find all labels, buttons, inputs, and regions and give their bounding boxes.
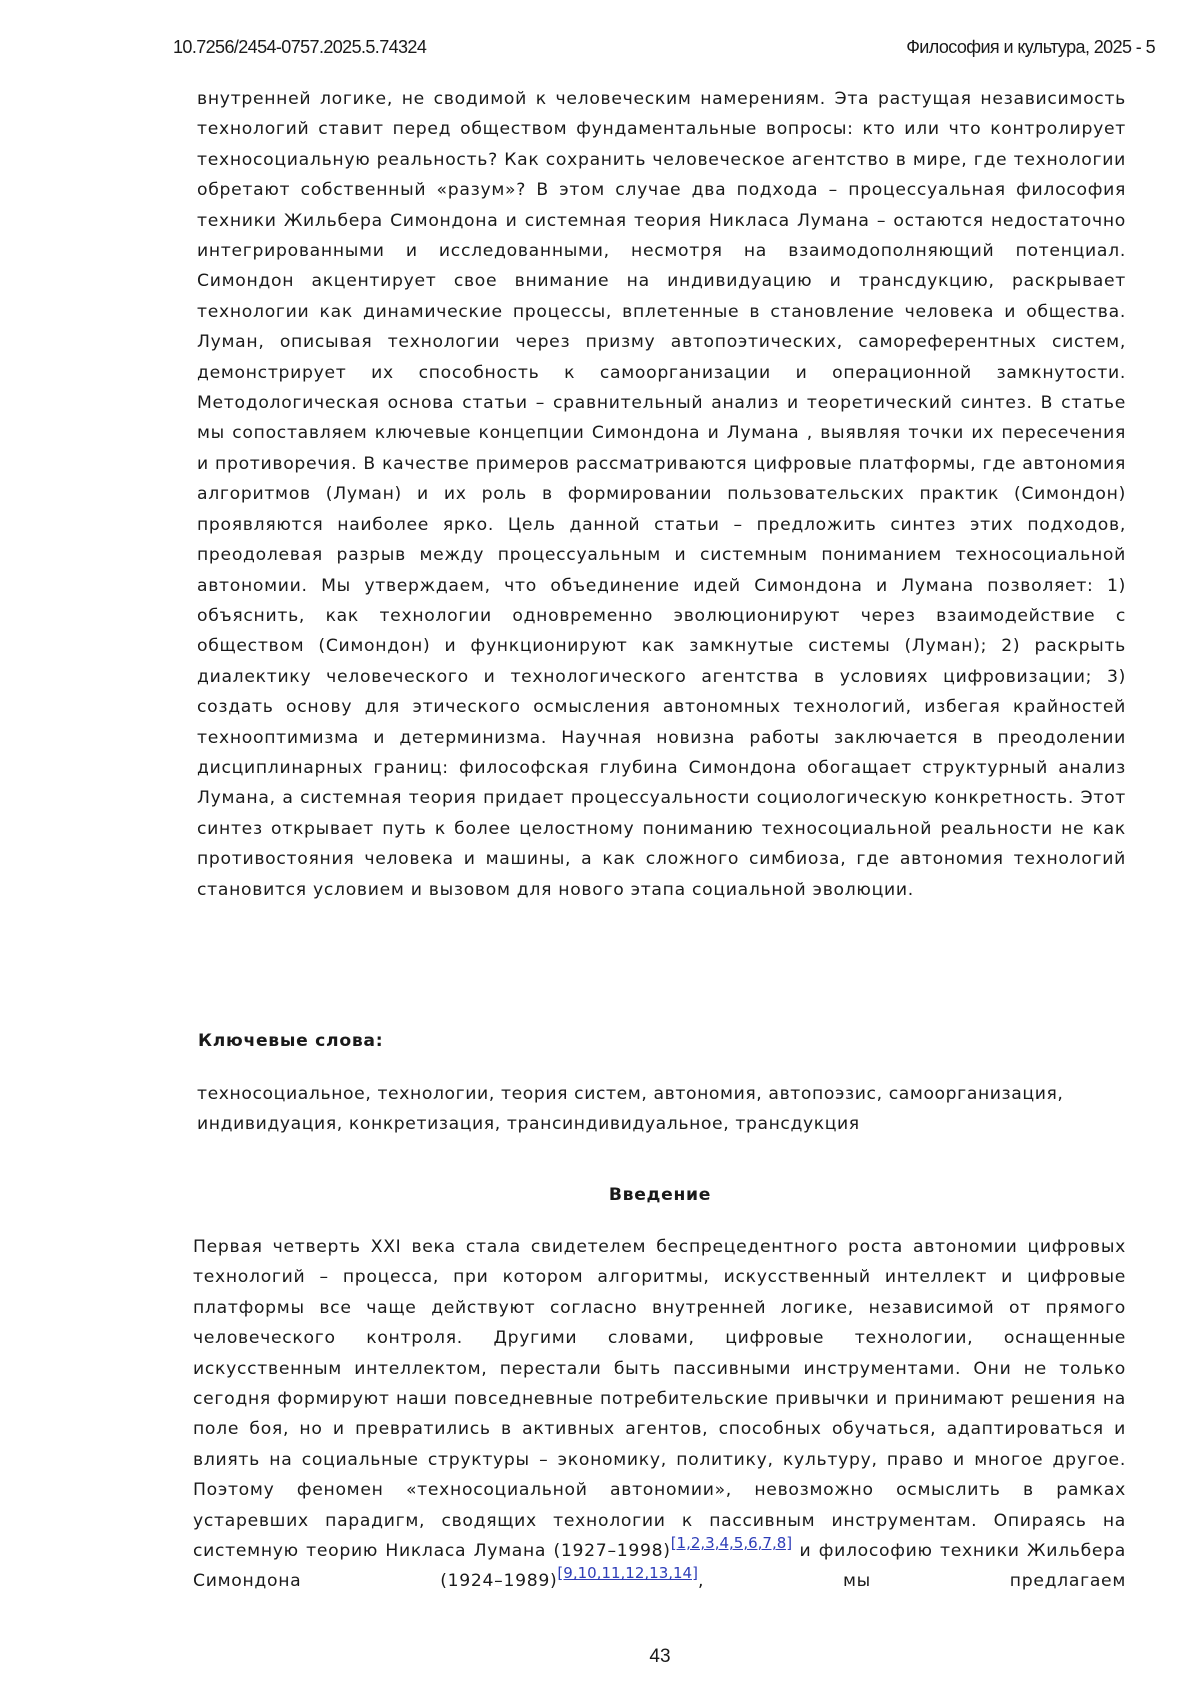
introduction-paragraph: [193, 1232, 1126, 1597]
keywords-list: техносоциальное, технологии, теория систем, автономия, автопоэзис, самоорганизация, индивидуация, конкретизация, трансиндивидуальное, трансдукция: [197, 1079, 1126, 1140]
introduction-text-main: Первая четверть XXI века стала свидетелем беспрецедентного роста автономии цифровых технологий – процесса, при котором алгоритмы, искусственный интеллект и цифровые платформы все чаще действуют согласно внутренней логике, независимой от прямого человеческого контроля. Другими словами, цифровые технологии, оснащенные искусственным интеллектом, перестали быть пассивными инструментами. Они не только сегодня формируют наши повседневные потребительские привычки и принимают решения на поле боя, но и превратились в активных агентов, способных обучаться, адаптироваться и влиять на социальные структуры – экономику, политику, культуру, право и многое другое. Поэтому феномен «техносоциальной автономии», невозможно осмыслить в рамках устаревших парадигм, сводящих технологии к пассивным инструментам. Опираясь на системную теорию Никласа Лумана (1927–1998): [193, 1237, 1126, 1561]
citation-link-simondon[interactable]: [9,10,11,12,13,14]: [557, 1564, 698, 1582]
introduction-heading: Введение: [0, 1185, 1200, 1205]
journal-label: Философия и культура, 2025 - 5: [906, 37, 1155, 58]
doi-label: 10.7256/2454-0757.2025.5.74324: [173, 37, 426, 58]
introduction-text-mid: и философию техники Жильбера Симондона (1924–1989): [193, 1541, 1126, 1591]
page-number: 43: [0, 1646, 1200, 1668]
keywords-heading: Ключевые слова:: [198, 1031, 383, 1051]
page-header: [173, 37, 1155, 61]
abstract-paragraph: внутренней логике, не сводимой к человеческим намерениям. Эта растущая независимость технологий ставит перед обществом фундаментальные вопросы: кто или что контролирует техносоциальную реальность? Как сохранить человеческое агентство в мире, где технологии обретают собственный «разум»? В этом случае два подхода – процессуальная философия техники Жильбера Симондона и системная теория Никласа Лумана – остаются недостаточно интегрированными и исследованными, несмотря на взаимодополняющий потенциал. Симондон акцентирует свое внимание на индивидуацию и трансдукцию, раскрывает технологии как динамические процессы, вплетенные в становление человека и общества. Луман, описывая технологии через призму автопоэтических, самореферентных систем, демонстрирует их способность к самоорганизации и операционной замкнутости. Методологическая основа статьи – сравнительный анализ и теоретический синтез. В статье мы сопоставляем ключевые концепции Симондона и Лумана , выявляя точки их пересечения и противоречия. В качестве примеров рассматриваются цифровые платформы, где автономия алгоритмов (Луман) и их роль в формировании пользовательских практик (Симондон) проявляются наиболее ярко. Цель данной статьи – предложить синтез этих подходов, преодолевая разрыв между процессуальным и системным пониманием техносоциальной автономии. Мы утверждаем, что объединение идей Симондона и Лумана позволяет: 1) объяснить, как технологии одновременно эволюционируют через взаимодействие с обществом (Симондон) и функционируют как замкнутые системы (Луман); 2) раскрыть диалектику человеческого и технологического агентства в условиях цифровизации; 3) создать основу для этического осмысления автономных технологий, избегая крайностей технооптимизма и детерминизма. Научная новизна работы заключается в преодолении дисциплинарных границ: философская глубина Симондона обогащает структурный анализ Лумана, а системная теория придает процессуальности социологическую конкретность. Этот синтез открывает путь к более целостному пониманию техносоциальной реальности не как противостояния человека и машины, а как сложного симбиоза, где автономия технологий становится условием и вызовом для нового этапа социальной эволюции.: [197, 84, 1126, 905]
citation-link-luhmann[interactable]: [1,2,3,4,5,6,7,8]: [671, 1534, 792, 1552]
introduction-text-end: , мы предлагаем: [698, 1571, 1126, 1591]
